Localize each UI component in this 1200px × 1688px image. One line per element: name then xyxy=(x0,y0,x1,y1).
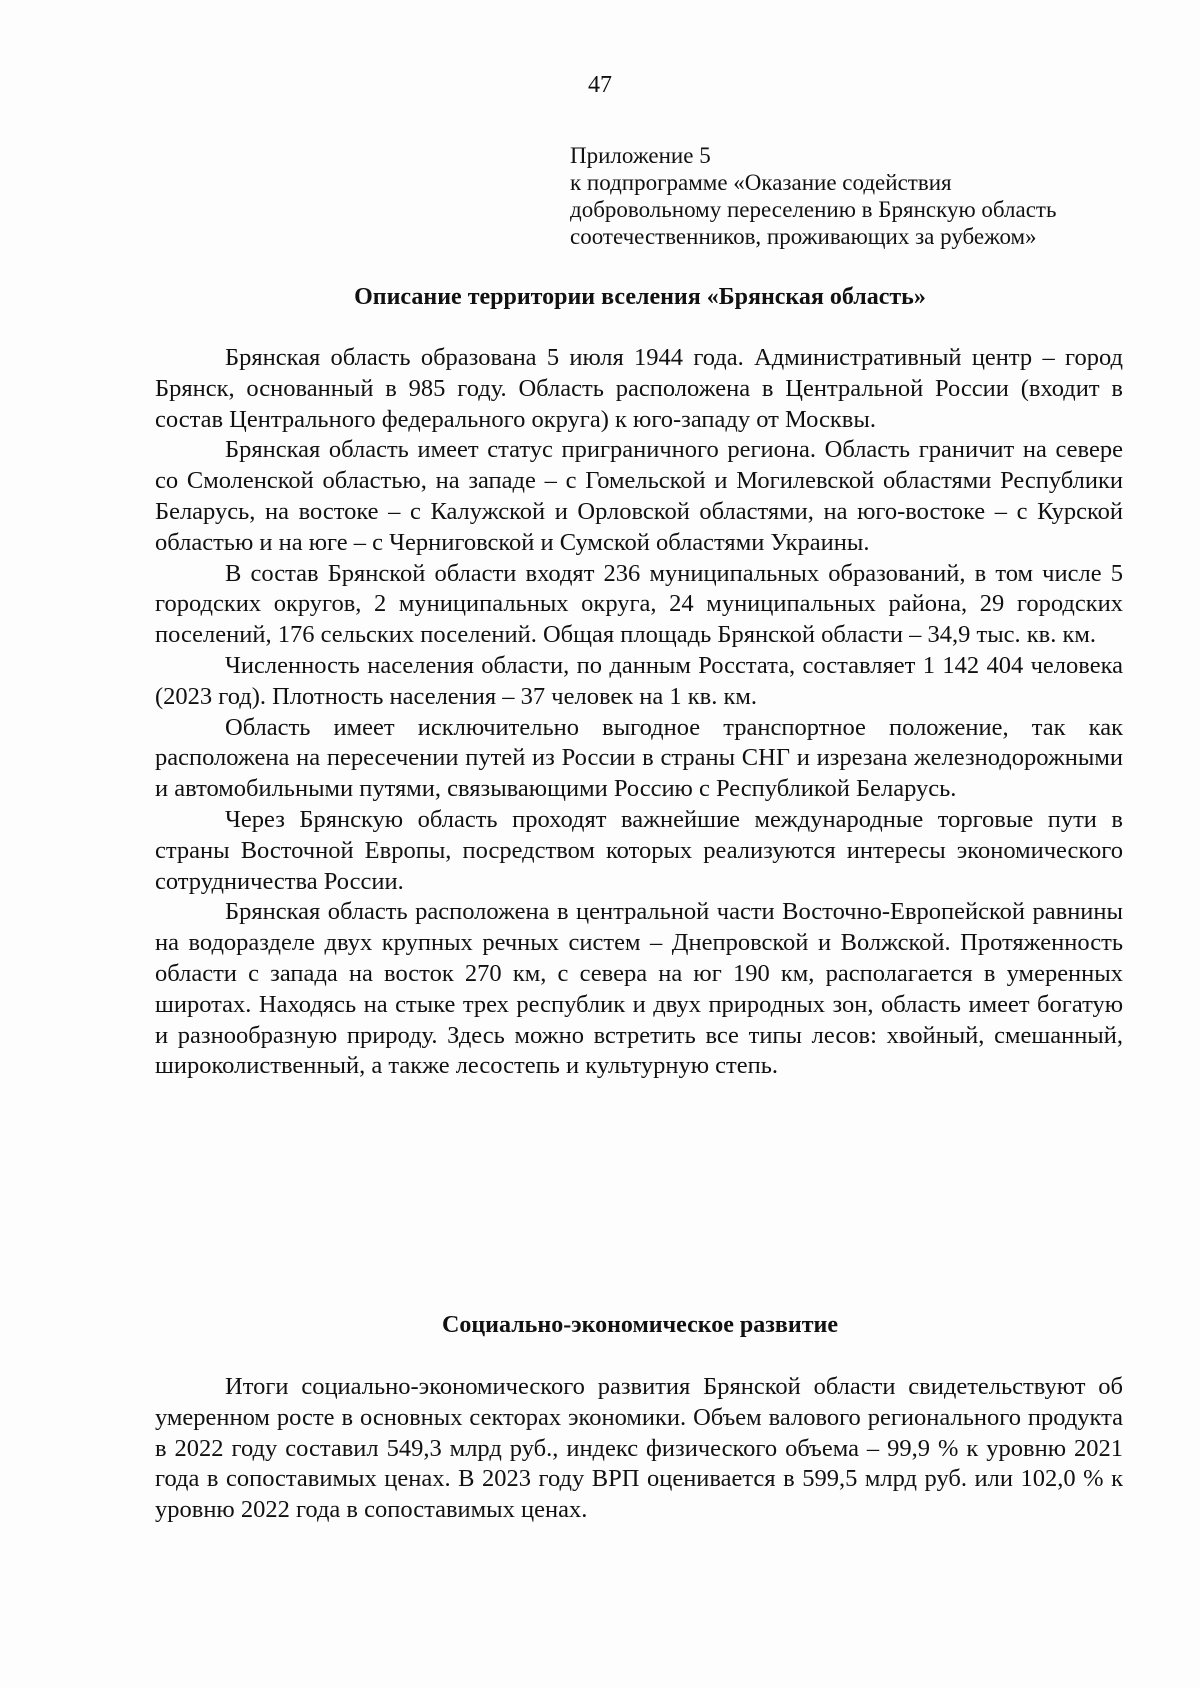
paragraph: Брянская область образована 5 июля 1944 года. Административный центр – город Брянск, основанный в 985 году. Область расположена в Центральной России (входит в состав Центрального федерального округа) к юго-западу от Москвы. xyxy=(155,344,1123,433)
paragraph: Итоги социально-экономического развития Брянской области свидетельствуют об умеренном росте в основных секторах экономики. Объем валового регионального продукта в 2022 году составил 549,3 млрд руб., индекс физического объема – 99,9 % к уровню 2021 года в сопоставимых ценах. В 2023 году ВРП оценивается в 599,5 млрд руб. или 102,0 % к уровню 2022 года в сопоставимых ценах. xyxy=(155,1373,1123,1524)
paragraph: Численность населения области, по данным Росстата, составляет 1 142 404 человека (2023 год). Плотность населения – 37 человек на 1 кв. км. xyxy=(155,651,1123,710)
appendix-line: добровольному переселению в Брянскую область xyxy=(570,197,1057,222)
paragraph: В состав Брянской области входят 236 муниципальных образований, в том числе 5 городских округов, 2 муниципальных округа, 24 муниципальных района, 29 городских поселений, 176 сельских поселений. Общая площадь Брянской области – 34,9 тыс. кв. км. xyxy=(155,559,1123,649)
paragraph: Область имеет исключительно выгодное транспортное положение, так как расположена на пересечении путей из России в страны СНГ и изрезана железнодорожными и автомобильными путями, связывающими Россию с Республикой Беларусь. xyxy=(155,713,1123,803)
section-title-territory: Описание территории вселения «Брянская область» xyxy=(354,284,926,310)
paragraph: Брянская область расположена в центральной части Восточно-Европейской равнины на водоразделе двух крупных речных систем – Днепровской и Волжской. Протяженность области с запада на восток 270 км, с севера на юг 190 км, располагается в умеренных широтах. Находясь на стыке трех республик и двух природных зон, область имеет богатую и разнообразную природу. Здесь можно встретить все типы лесов: хвойный, смешанный, широколиственный, а также лесостепь и культурную степь. xyxy=(155,898,1123,1080)
appendix-line: соотечественников, проживающих за рубежом» xyxy=(570,224,1037,249)
appendix-line: к подпрограмме «Оказание содействия xyxy=(570,170,952,195)
appendix-note xyxy=(570,142,1130,250)
paragraph: Через Брянскую область проходят важнейшие международные торговые пути в страны Восточной Европы, посредством которых реализуются интересы экономического сотрудничества России. xyxy=(155,805,1123,895)
section-body-territory xyxy=(155,343,1123,1082)
appendix-line: Приложение 5 xyxy=(570,143,711,168)
section-body-economy xyxy=(155,1372,1123,1526)
page-number: 47 xyxy=(588,72,612,98)
section-title-economy: Социально-экономическое развитие xyxy=(442,1312,838,1338)
paragraph: Брянская область имеет статус приграничного региона. Область граничит на севере со Смоленской областью, на западе – с Гомельской и Могилевской областями Республики Беларусь, на востоке – с Калужской и Орловской областями, на юго-востоке – с Курской областью и на юге – с Черниговской и Сумской областями Украины. xyxy=(155,436,1123,556)
